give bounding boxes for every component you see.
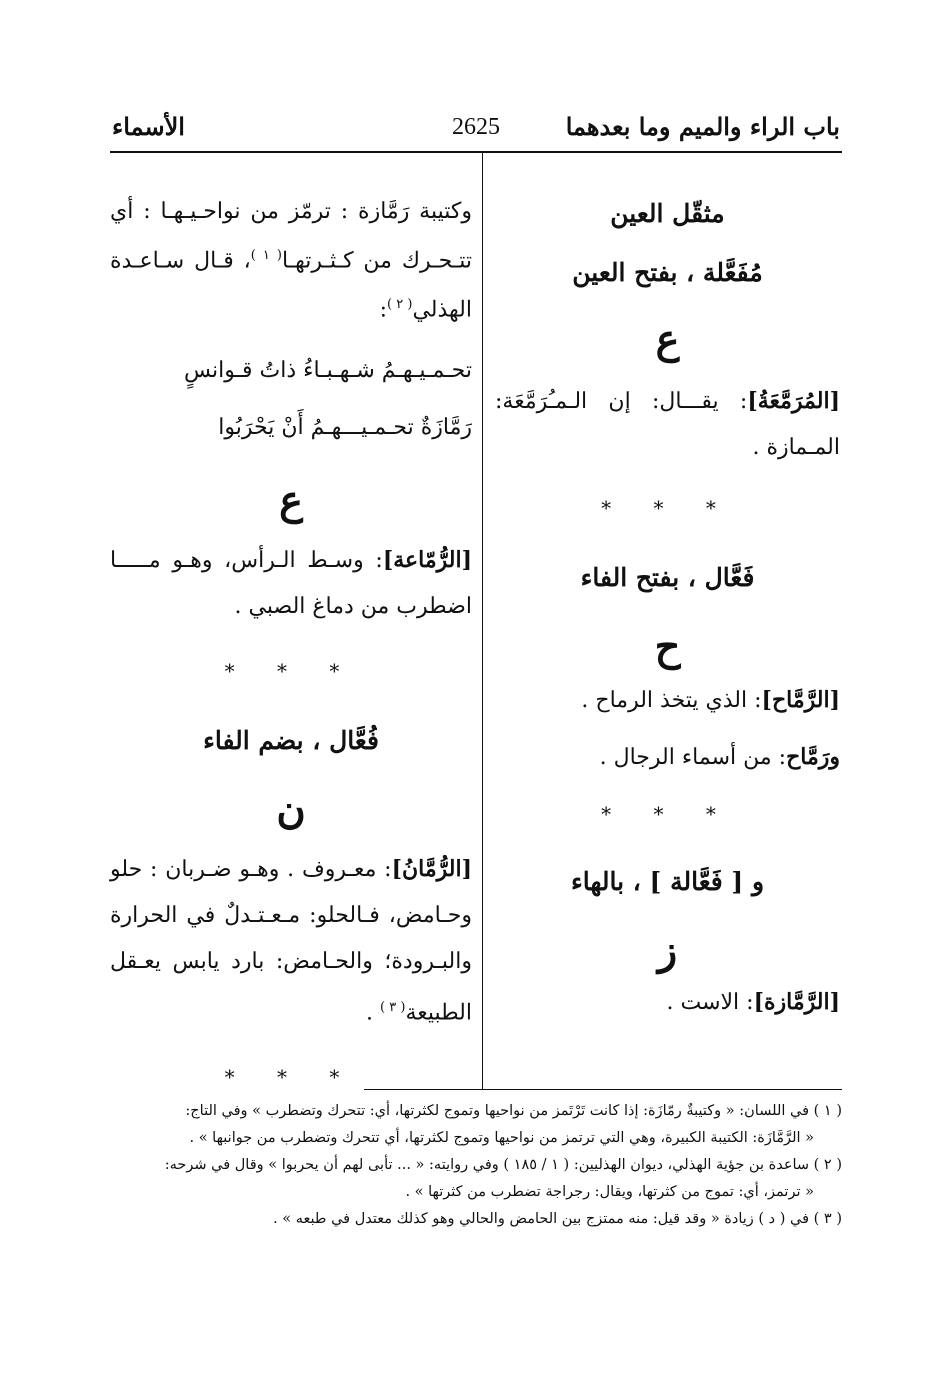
entry-text: : يقـــال: إن الـمـُرَمَّعَة: المـمازة . [495, 389, 840, 460]
entry-rammah [495, 685, 840, 716]
heading-muthaqqal: مثقّل العين [610, 199, 725, 228]
entry-term: [الرَّمَّازة] [753, 989, 840, 1015]
entry-rumman [110, 846, 472, 1036]
footnote-1-cont: « الرَّمَّازَة: الكتيبة الكبيرة، وهي التي ترتمز من نواحيها وتموج لكثرتها، أي تتحرك وتضطرب من جوانبها » . [189, 1130, 814, 1146]
section-title: الأسماء [112, 112, 185, 141]
page-number: 2625 [452, 114, 500, 140]
footnote-rule [364, 1089, 842, 1090]
footnote-3: ( ٣ ) في ( د ) زيادة « وقد قيل: منه ممتزج بين الحامض والحالي وهو كذلك معتدل في طبعه » . [273, 1211, 842, 1227]
poem-line-1: تحـمـيـهـمُ شـهـبـاءُ ذاتُ قـوانسٍ [183, 357, 472, 383]
letter-ha: ح [654, 623, 681, 670]
chapter-title: باب الراء والميم وما بعدهما [565, 112, 840, 141]
heading-faala: و [ فَعَّالة ] ، بالهاء [570, 867, 765, 896]
letter-ain: ع [279, 476, 303, 524]
entry-text: : من أسماء الرجال . [599, 745, 787, 770]
entry-term: [الرَّمَّاح] [761, 687, 840, 713]
footnote-ref-3: ( ٣ ) [380, 999, 406, 1015]
page-header [112, 112, 840, 152]
heading-mufaala: مُفَعَّلة ، بفتح العين [572, 258, 763, 287]
entry-rammah-name [495, 742, 840, 773]
entry-katiba [110, 190, 472, 333]
footnote-1: ( ١ ) في اللسان: « وكتيبةٌ رمّازَة: إذا كانت تَرْتَمز من نواحيها وتموج لكثرتها، أي: تتحرك وتضطرب » وفي التاج: [185, 1103, 842, 1119]
footnote-ref-1: ( ١ ) [250, 248, 282, 263]
header-rule [110, 151, 842, 153]
footnote-2: ( ٢ ) ساعدة بن جؤية الهذلي، ديوان الهذليين: ( ١ / ١٨٥ ) وفي روايته: « ... تأبى لهم أن يحربوا » وقال في شرحه: [164, 1157, 842, 1173]
entry-text: وكتيبة رَمَّازة : ترمّز من نواحـيـهـا : أي تتـحـرك من كـثـرتهـا [110, 199, 472, 274]
letter-ain: ع [655, 316, 680, 363]
section-separator: * * * [601, 802, 734, 826]
section-separator: * * * [224, 658, 358, 683]
entry-term: [الرُّمّاعة] [382, 546, 472, 573]
footnote-2-cont: « ترتمز، أي: تموج من كثرتها، ويقال: رجراجة تضطرب من كثرتها » . [405, 1184, 814, 1200]
right-column [495, 160, 840, 1018]
entry-text: : وسـط الـرأس، وهـو مـــــا اضطرب من دماغ الصبي . [110, 547, 472, 619]
entry-text: : [379, 297, 388, 323]
letter-zay: ز [657, 927, 678, 974]
entry-rummaa [110, 537, 472, 630]
entry-text: : الذي يتخذ الرماح . [581, 688, 762, 713]
column-divider [482, 153, 483, 1090]
entry-muramma [495, 378, 840, 471]
entry-text: : الاست . [666, 990, 754, 1015]
poem-line-2: رَمَّازَةٌ تحـمـيـــهـمُ أَنْ يَحْرَبُوا [218, 414, 472, 440]
entry-term: ورَمَّاح [786, 744, 840, 770]
entry-text: ، قـال سـاعـدة الهذلي [110, 248, 472, 323]
section-separator: * * * [224, 1064, 358, 1089]
entry-text: : معـروف . وهـو ضـربان : حلو وحـامض، فـالحلو: مـعـتـدلٌ في الحرارة والبـرودة؛ والحـامض: بارد يابس يعـقل الطبيعة [110, 856, 472, 1025]
heading-fuaal: فُعَّال ، بضم الفاء [203, 725, 379, 755]
entry-rammaza [495, 987, 840, 1018]
footnotes [110, 1098, 842, 1233]
letter-nun: ن [276, 785, 306, 833]
entry-term: [الرُّمَّانُ] [391, 855, 472, 882]
footnote-ref-2: ( ٢ ) [387, 297, 413, 313]
heading-faal: فَعَّال ، بفتح الفاء [580, 563, 755, 592]
left-column [110, 160, 472, 1093]
entry-text: . [366, 999, 381, 1025]
entry-term: [المُرَمَّعَةُ] [747, 388, 840, 414]
section-separator: * * * [601, 496, 734, 520]
